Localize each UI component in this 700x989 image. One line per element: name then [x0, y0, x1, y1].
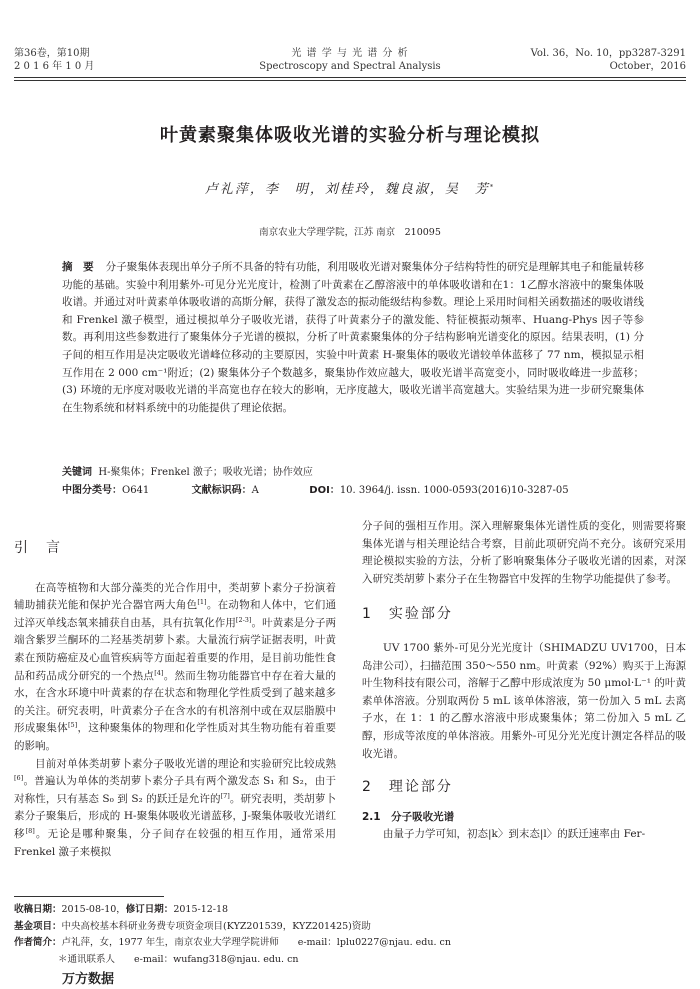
- revised-label: 修订日期：: [125, 904, 174, 915]
- received-date: 2015-08-10，: [61, 904, 126, 915]
- section-1-heading: 1 实验部分: [362, 606, 453, 623]
- author-bio-text: 卢礼萍，女，1977 年生，南京农业大学理学院讲师 e-mail：lplu0227@njau. edu. cn: [61, 937, 451, 948]
- intro-p1-text-c: 。叶黄素是分子两端含紫罗兰酮环的二羟基类胡萝卜素。大量流行病学证据表明，叶黄素在预防癌症及心血管疾病等方面起着重要的作用，是目前功能性食品和药品成分研究的一个热点: [14, 616, 337, 682]
- ref-5: [5]: [67, 721, 78, 730]
- author-list: [0, 178, 700, 197]
- author-names: 卢礼萍，李 明，刘桂玲，魏良淑，吴 芳: [204, 182, 490, 197]
- publication-date: 2 0 1 6 年 1 0 月: [14, 61, 95, 72]
- paper-title: 叶黄素聚集体吸收光谱的实验分析与理论模拟: [160, 125, 540, 146]
- intro-heading: 引 言: [14, 540, 62, 556]
- left-column: [14, 540, 336, 861]
- keywords-line: [62, 464, 644, 482]
- classification-line: [62, 482, 644, 500]
- doi-label: DOI：: [309, 485, 340, 496]
- intro-p2-text-b: 。普遍认为单体的类胡萝卜素分子具有两个激发态 S₁ 和 S₂，由于对称性，只有基态 S₀ 到 S₂ 的跃迁是允许的: [14, 775, 336, 805]
- affiliation: 南京农业大学理学院，江苏 南京 210095: [259, 227, 441, 238]
- ref-6: [6]: [14, 774, 24, 783]
- author-bio-line: [14, 935, 686, 952]
- ref-1: [1]: [197, 598, 207, 607]
- ref-8: [8]: [25, 826, 35, 835]
- doc-code-label: 文献标识码：: [191, 485, 252, 496]
- section-2-heading: 2 理论部分: [362, 779, 453, 796]
- section-2-1-text: 由量子力学可知，初态|k〉到末态|l〉的跃迁速率由 Fer-: [383, 828, 646, 841]
- doc-code-value: A: [251, 485, 259, 496]
- header-rule-top: [14, 77, 686, 78]
- wanfang-watermark: 万方数据: [62, 972, 115, 987]
- abstract: [62, 259, 644, 417]
- clc-label: 中图分类号：: [62, 485, 122, 496]
- funding-label: 基金项目：: [14, 920, 62, 932]
- journal-title-en: Spectroscopy and Spectral Analysis: [259, 61, 441, 72]
- corresponding-mark: *: [489, 183, 496, 191]
- intro-p2-text-d: 。无论是哪种聚集，分子间存在较强的相互作用，通常采用 Frenkel 激子来模拟: [14, 827, 337, 858]
- intro-p2-text-a: 目前对单体类胡萝卜素分子吸收光谱的理论和实验研究比较成熟: [35, 757, 336, 770]
- right-column: [362, 518, 686, 844]
- funding-line: [14, 919, 686, 936]
- vol-no-pages: Vol. 36，No. 10，pp3287-3291: [530, 48, 686, 59]
- intro-continuation: 分子间的强相互作用。深入理解聚集体光谱性质的变化，则需要将聚集体光谱与相关理论结合考察，目前此项研究尚不充分。该研究采用理论模拟实验的方法，分析了影响聚集体分子吸收光谱的因素，对深入研究类胡萝卜素分子在生物器官中发挥的生物学功能提供了参考。: [362, 520, 686, 585]
- keywords-block: [62, 464, 644, 500]
- revised-date: 2015-12-18: [173, 904, 229, 915]
- section-1-text: UV 1700 紫外-可见分光光度计（SHIMADZU UV1700，日本岛津公司），扫描范围 350～550 nm。叶黄素（92%）购买于上海源叶生物科技有限公司，溶解于乙醇中形成浓度为 50 μmol·L⁻¹ 的叶黄素单体溶液。分别取两份 5 mL 该单体溶液，第一份加入 5 mL 去离子水，在 1：1 的乙醇水溶液中形成聚集体；第二份加入 5 mL 乙醇，形成等浓度的单体溶液。用紫外-可见分光光度计测定各样品的吸收光谱。: [362, 641, 686, 760]
- clc-value: O641: [122, 485, 150, 496]
- intro-p1-text-b: 。在动物和人体中，它们通过淬灭单线态氧来捕获自由基，具有抗氧化作用: [14, 599, 337, 629]
- received-line: [14, 902, 686, 919]
- footnotes: [14, 902, 686, 968]
- ref-2-3: [2-3]: [235, 615, 252, 624]
- intro-p1-text-e: ，这种聚集体的物理和化学性质对其生物功能有着重要的影响。: [14, 722, 337, 752]
- footnote-rule: [14, 896, 164, 897]
- corresponding-author-line: ＊通讯联系人 e-mail：wufang318@njau. edu. cn: [58, 953, 299, 965]
- keywords-text: H-聚集体；Frenkel 激子；吸收光谱；协作效应: [98, 467, 313, 478]
- header-rule-bottom: [14, 80, 686, 81]
- doi-value: 10. 3964/j. issn. 1000-0593(2016)10-3287-05: [339, 485, 569, 496]
- intro-p1-text-a: 在高等植物和大部分藻类的光合作用中，类胡萝卜素分子扮演着辅助捕获光能和保护光合器官两大角色: [14, 581, 336, 612]
- keywords-label: 关键词: [62, 467, 92, 478]
- subsection-2-1-heading: 2.1 分子吸收光谱: [362, 810, 455, 823]
- intro-p1-text-d: 。然而生物功能器官中存在着大量的水，在含水环境中叶黄素的存在状态和物理化学性质受到了越来越多的关注。研究表明，叶黄素分子在含水的有机溶剂中或在双层脂膜中形成聚集体: [14, 669, 337, 735]
- abstract-label: 摘 要: [62, 261, 94, 273]
- month-year: October，2016: [609, 61, 686, 72]
- funding-text: 中央高校基本科研业务费专项资金项目(KYZ201539，KYZ201425)资助: [61, 920, 371, 932]
- author-bio-label: 作者简介：: [14, 937, 62, 948]
- volume-issue: 第36卷，第10期: [14, 48, 90, 59]
- journal-title-cn: 光 谱 学 与 光 谱 分 析: [291, 48, 409, 59]
- intro-paragraph-1: [14, 580, 336, 756]
- received-label: 收稿日期：: [14, 904, 62, 915]
- ref-7: [7]: [220, 791, 230, 800]
- journal-page-info: [531, 47, 686, 73]
- intro-paragraph-2: [14, 756, 336, 862]
- ref-4: [4]: [154, 668, 164, 677]
- intro-p2-text-c: 。研究表明，类胡萝卜素分子聚集后，形成的 H-聚集体吸收光谱蓝移，J-聚集体吸收光谱红移: [14, 792, 337, 840]
- abstract-text: 分子聚集体表现出单分子所不具备的特有功能，利用吸收光谱对聚集体分子结构特性的研究是理解其电子和能量转移功能的基础。实验中利用紫外-可见分光光度计，检测了叶黄素在乙醇溶液中的单体吸收谱和在1：1乙醇水溶液中的聚集体吸收谱。并通过对叶黄素单体吸收谱的高斯分解，获得了激发态的振动能级结构参数。理论上采用时间相关函数描述的吸收谱线和 Frenkel 激子模型，通过模拟单分子吸收光谱，获得了叶黄素分子的激发能、特征模振动频率、Huang-Phys 因子等参数。再利用这些参数进行了聚集体分子光谱的模拟，分析了叶黄素聚集体的分子结构影响光谱变化的原因。结果表明，(1) 分子间的相互作用是决定吸收光谱峰位移动的主要原因，实验中叶黄素 H-聚集体的吸收光谱较单体蓝移了 77 nm，模拟显示相互作用在 2 000 cm⁻¹附近；(2) 聚集体分子个数越多，聚集协作效应越大，吸收光谱半高宽变小，同时吸收峰进一步蓝移；(3) 环境的无序度对吸收光谱的半高宽也存在较大的影响，无序度越大，吸收光谱半高宽越大。实验结果为进一步研究聚集体在生物系统和材料系统中的功能提供了理论依据。: [62, 261, 644, 414]
